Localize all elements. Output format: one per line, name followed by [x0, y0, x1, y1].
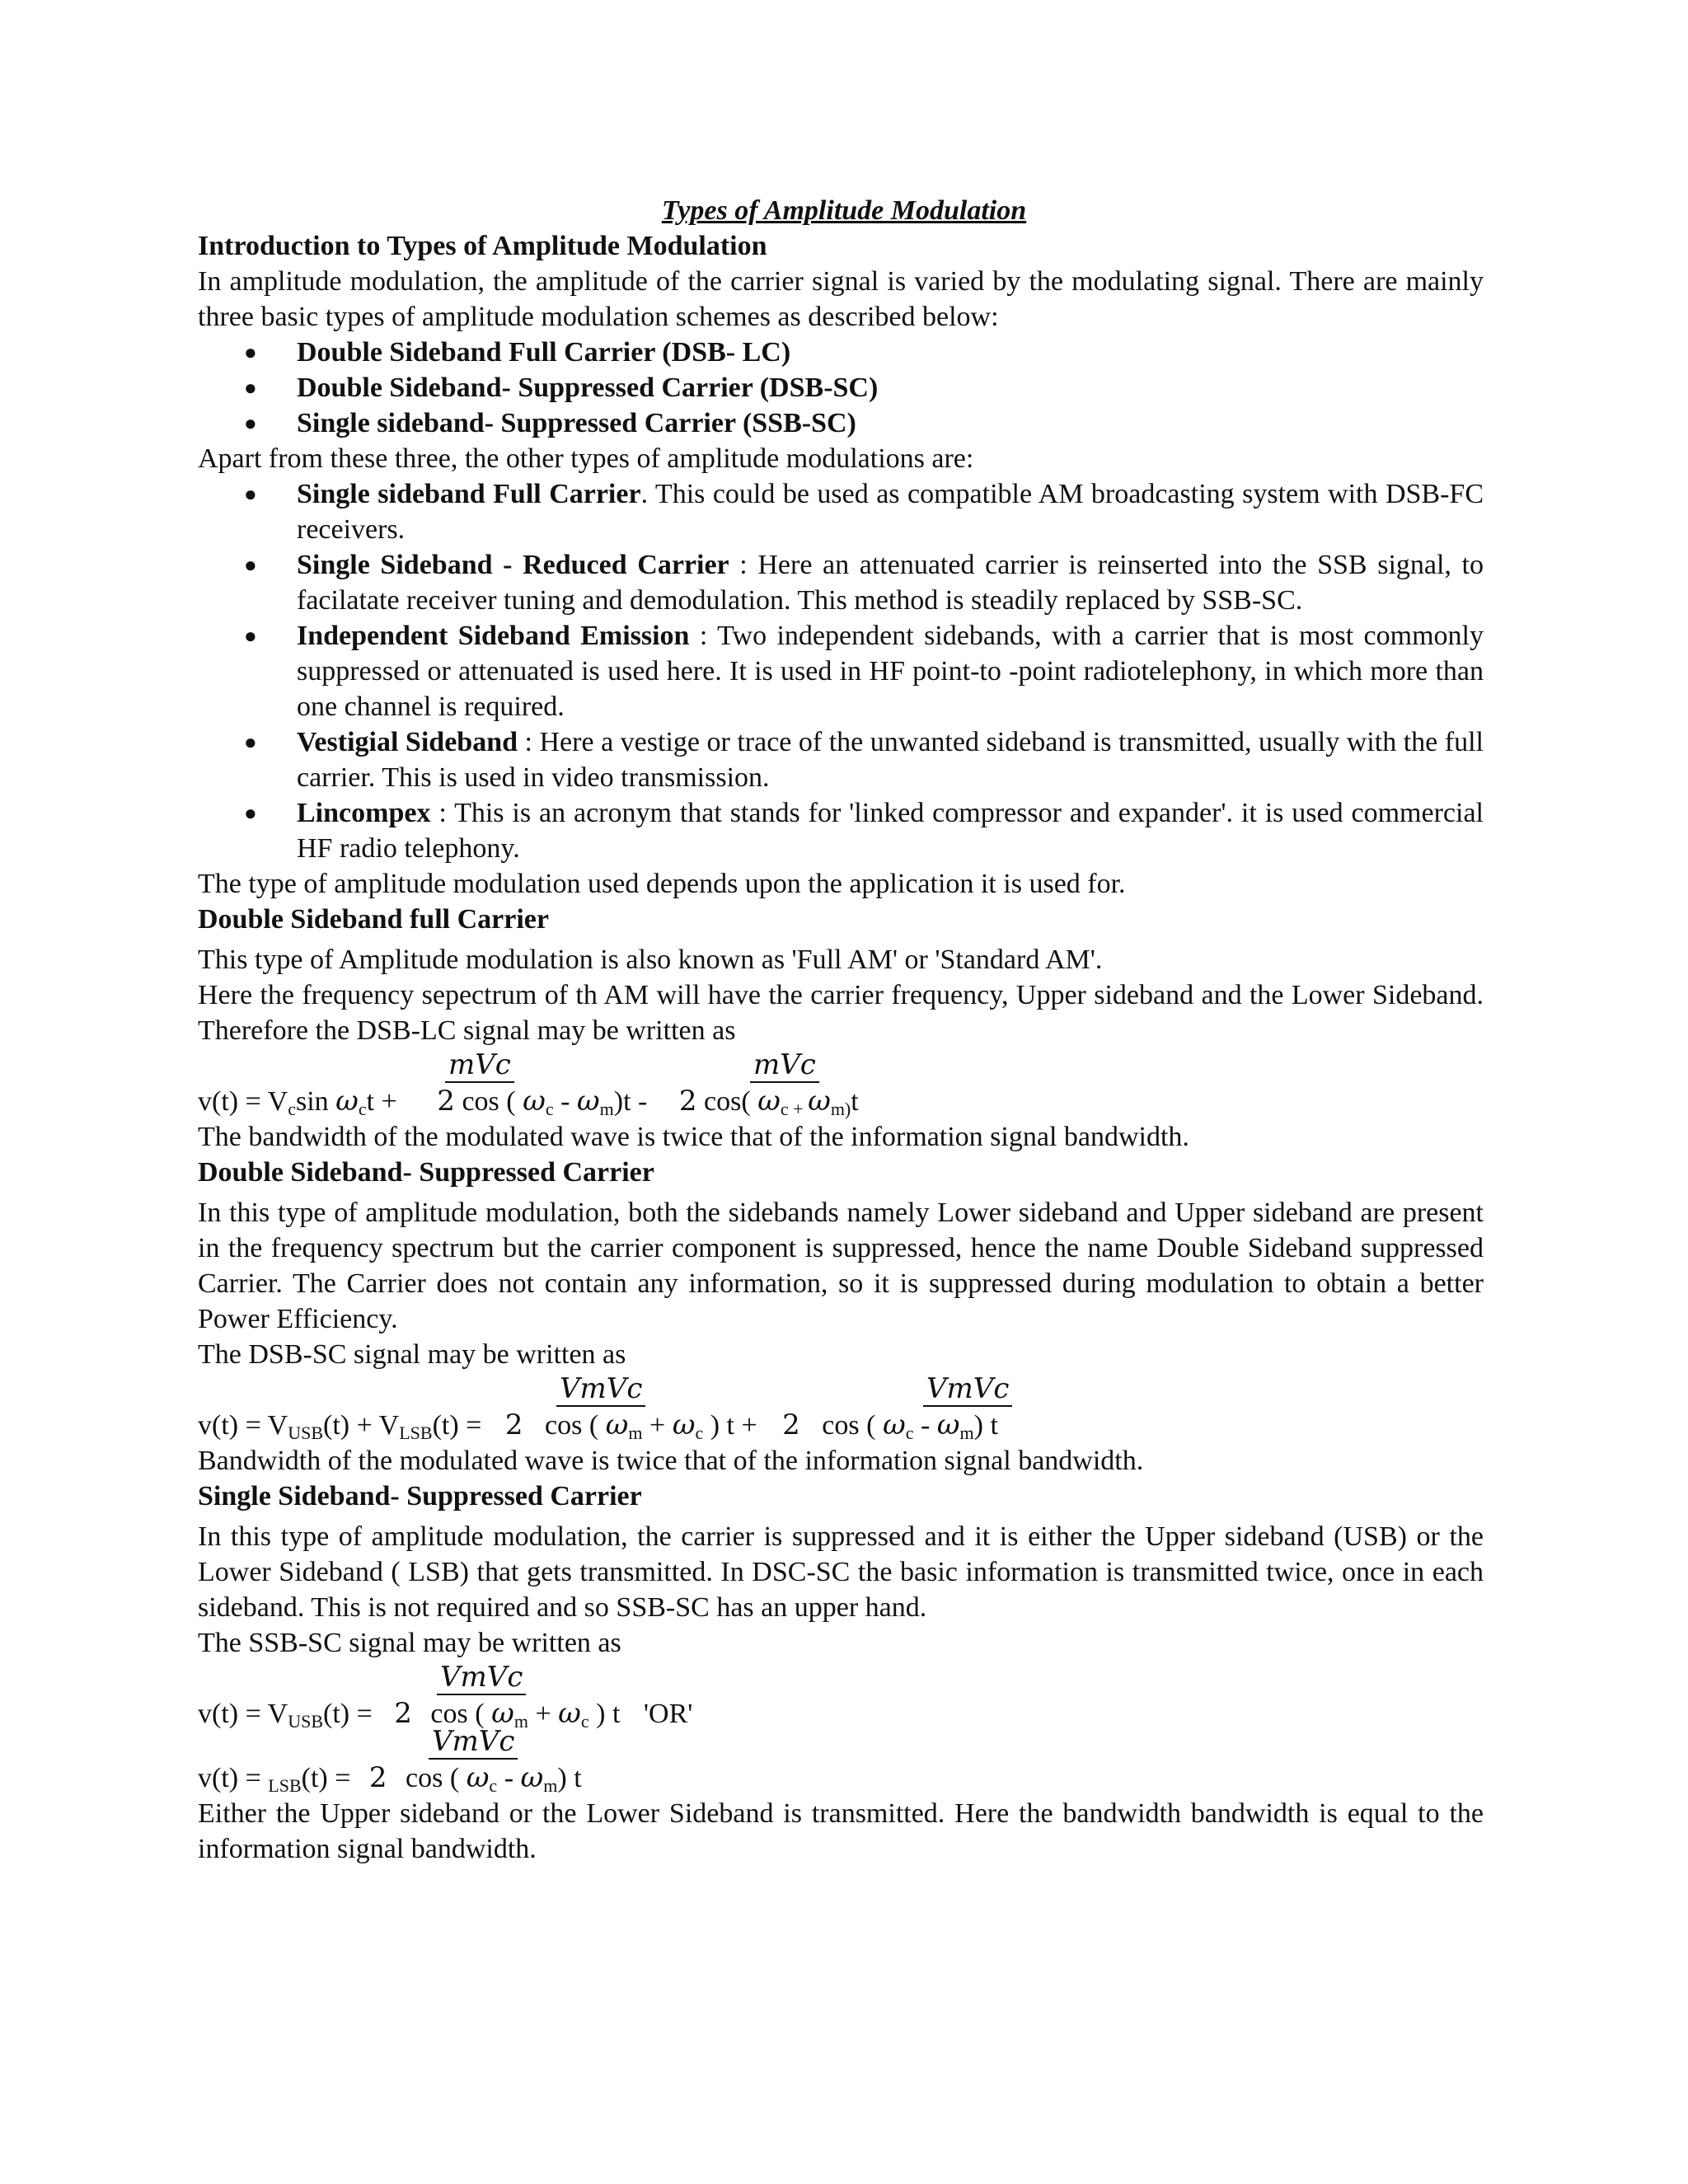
list-item: ● Double Sideband- Suppressed Carrier (DSB-SC)	[198, 370, 1484, 405]
fraction-denominator: 2	[504, 1408, 523, 1441]
list-item: ● Single sideband- Suppressed Carrier (SSB-SC)	[198, 405, 1484, 441]
intro-paragraph: In amplitude modulation, the amplitude of the carrier signal is varied by the modulating signal. There are mainly three basic types of amplitude modulation schemes as described below:	[198, 266, 1484, 332]
list-item	[198, 724, 1484, 795]
bullet-icon: ●	[244, 553, 257, 577]
list-item	[198, 476, 1484, 547]
dsb-fc-line2: Here the frequency sepectrum of th AM will have the carrier frequency, Upper sideband and the Lower Sideband. Therefore the DSB-LC signal may be written as	[198, 980, 1484, 1046]
document-page	[198, 193, 1484, 1867]
list-term: Single Sideband - Reduced Carrier	[297, 550, 729, 580]
fraction-denominator: 2	[394, 1697, 412, 1730]
dsb-sc-formula: VmVc VmVc $v(t) = V_{USB}(t) + V_{LSB}(t) = 2$ cos ( $\omega_m + \omega_c$ ) t + 2 cos ( $\omega_c - \omega_m$) t	[198, 1372, 1484, 1443]
ssb-sc-paragraph: In this type of amplitude modulation, the carrier is suppressed and it is either the Upper sideband (USB) or the Lower Sideband ( LSB) that gets transmitted. In DSC-SC the basic information is transmitted twice, once in each sideband. This is not required and so SSB-SC has an upper hand.	[198, 1521, 1484, 1623]
fraction-denominator: 2	[368, 1761, 387, 1794]
list-item	[198, 795, 1484, 866]
dsb-sc-paragraph: In this type of amplitude modulation, both the sidebands namely Lower sideband and Upper sideband are present in the frequency spectrum but the carrier component is suppressed, hence the name Double Sideband suppressed Carrier. The Carrier does not contain any information, so it is suppressed during modulation to obtain a better Power Efficiency.	[198, 1197, 1484, 1334]
types-closing: The type of amplitude modulation used depends upon the application it is used for.	[198, 869, 1126, 899]
fraction-numerator: VmVc	[429, 1725, 518, 1760]
list-item	[198, 618, 1484, 724]
list-desc: : Two independent sidebands, with a carrier that is most commonly suppressed or attenuated is used here. It is used in HF point-to -point radiotelephony, in which more than one channel is required.	[297, 621, 1484, 722]
other-types-list	[198, 476, 1484, 866]
fraction-denominator: 2	[678, 1085, 697, 1118]
fraction-denominator: 2	[437, 1085, 455, 1118]
bullet-icon: ●	[244, 482, 257, 506]
list-term: Single sideband Full Carrier	[297, 479, 641, 509]
ssb-lsb-formula: VmVc v(t) = $_{LSB}$(t) = 2 cos ( $\omega_c - \omega_m$) t	[198, 1725, 582, 1796]
or-label: 'OR'	[643, 1699, 693, 1729]
dsb-sc-heading: Double Sideband- Suppressed Carrier	[198, 1157, 654, 1188]
fraction-numerator: VmVc	[556, 1372, 645, 1407]
dsb-sc-bandwidth: Bandwidth of the modulated wave is twice that of the information signal bandwidth.	[198, 1446, 1144, 1476]
ssb-usb-formula: VmVc $v(t) = V_{USB}(t) = 2$ cos ( $\omega_m + \omega_c$ ) t 'OR'	[198, 1661, 693, 1732]
dsb-fc-line1: This type of Amplitude modulation is also known as 'Full AM' or 'Standard AM'.	[198, 944, 1103, 975]
dsb-fc-heading: Double Sideband full Carrier	[198, 904, 549, 935]
list-desc: : Here a vestige or trace of the unwanted sideband is transmitted, usually with the full carrier. This is used in video transmission.	[297, 727, 1484, 793]
fraction-numerator: mVc	[750, 1048, 819, 1083]
bullet-icon: ●	[244, 730, 257, 754]
dsb-fc-bandwidth: The bandwidth of the modulated wave is twice that of the information signal bandwidth.	[198, 1122, 1189, 1152]
list-item	[198, 547, 1484, 618]
ssb-sc-heading: Single Sideband- Suppressed Carrier	[198, 1481, 642, 1511]
bullet-icon: ●	[244, 624, 257, 648]
fraction-denominator: 2	[782, 1408, 800, 1441]
page-title: Types of Amplitude Modulation	[661, 195, 1027, 226]
intro-heading: Introduction to Types of Amplitude Modulation	[198, 231, 767, 261]
bullet-icon: ●	[244, 340, 257, 364]
basic-types-list	[198, 335, 1484, 441]
dsb-lc-formula: mVc mVc $v(t) = V_c\sin$ $\omega_ct + 2$ cos ( $\omega_c - \omega_m)t - 2$ cos( $\omega_{c +}$ $\omega_{m)}t$	[198, 1048, 859, 1119]
list-term: Lincompex	[297, 798, 431, 828]
bullet-icon: ●	[244, 411, 257, 435]
list-term: Independent Sideband Emission	[297, 621, 690, 651]
ssb-sc-intro: The SSB-SC signal may be written as	[198, 1628, 621, 1658]
fraction-numerator: VmVc	[437, 1661, 526, 1695]
fraction-numerator: VmVc	[923, 1372, 1012, 1407]
list-term: Vestigial Sideband	[297, 727, 518, 757]
list-desc: : This is an acronym that stands for 'linked compressor and expander'. it is used commercial HF radio telephony.	[297, 798, 1484, 864]
list-desc: . This could be used as compatible AM broadcasting system with DSB-FC receivers.	[297, 479, 1484, 545]
bullet-icon: ●	[244, 801, 257, 825]
ssb-sc-bandwidth: Either the Upper sideband or the Lower Sideband is transmitted. Here the bandwidth bandwidth is equal to the information signal bandwidth.	[198, 1798, 1484, 1864]
other-types-intro: Apart from these three, the other types of amplitude modulations are:	[198, 443, 974, 474]
dsb-sc-intro: The DSB-SC signal may be written as	[198, 1339, 626, 1370]
fraction-numerator: mVc	[445, 1048, 514, 1083]
list-desc: : Here an attenuated carrier is reinserted into the SSB signal, to facilatate receiver tuning and demodulation. This method is steadily replaced by SSB-SC.	[297, 550, 1484, 616]
list-item: ● Double Sideband Full Carrier (DSB- LC)	[198, 335, 1484, 370]
bullet-icon: ●	[244, 376, 257, 400]
